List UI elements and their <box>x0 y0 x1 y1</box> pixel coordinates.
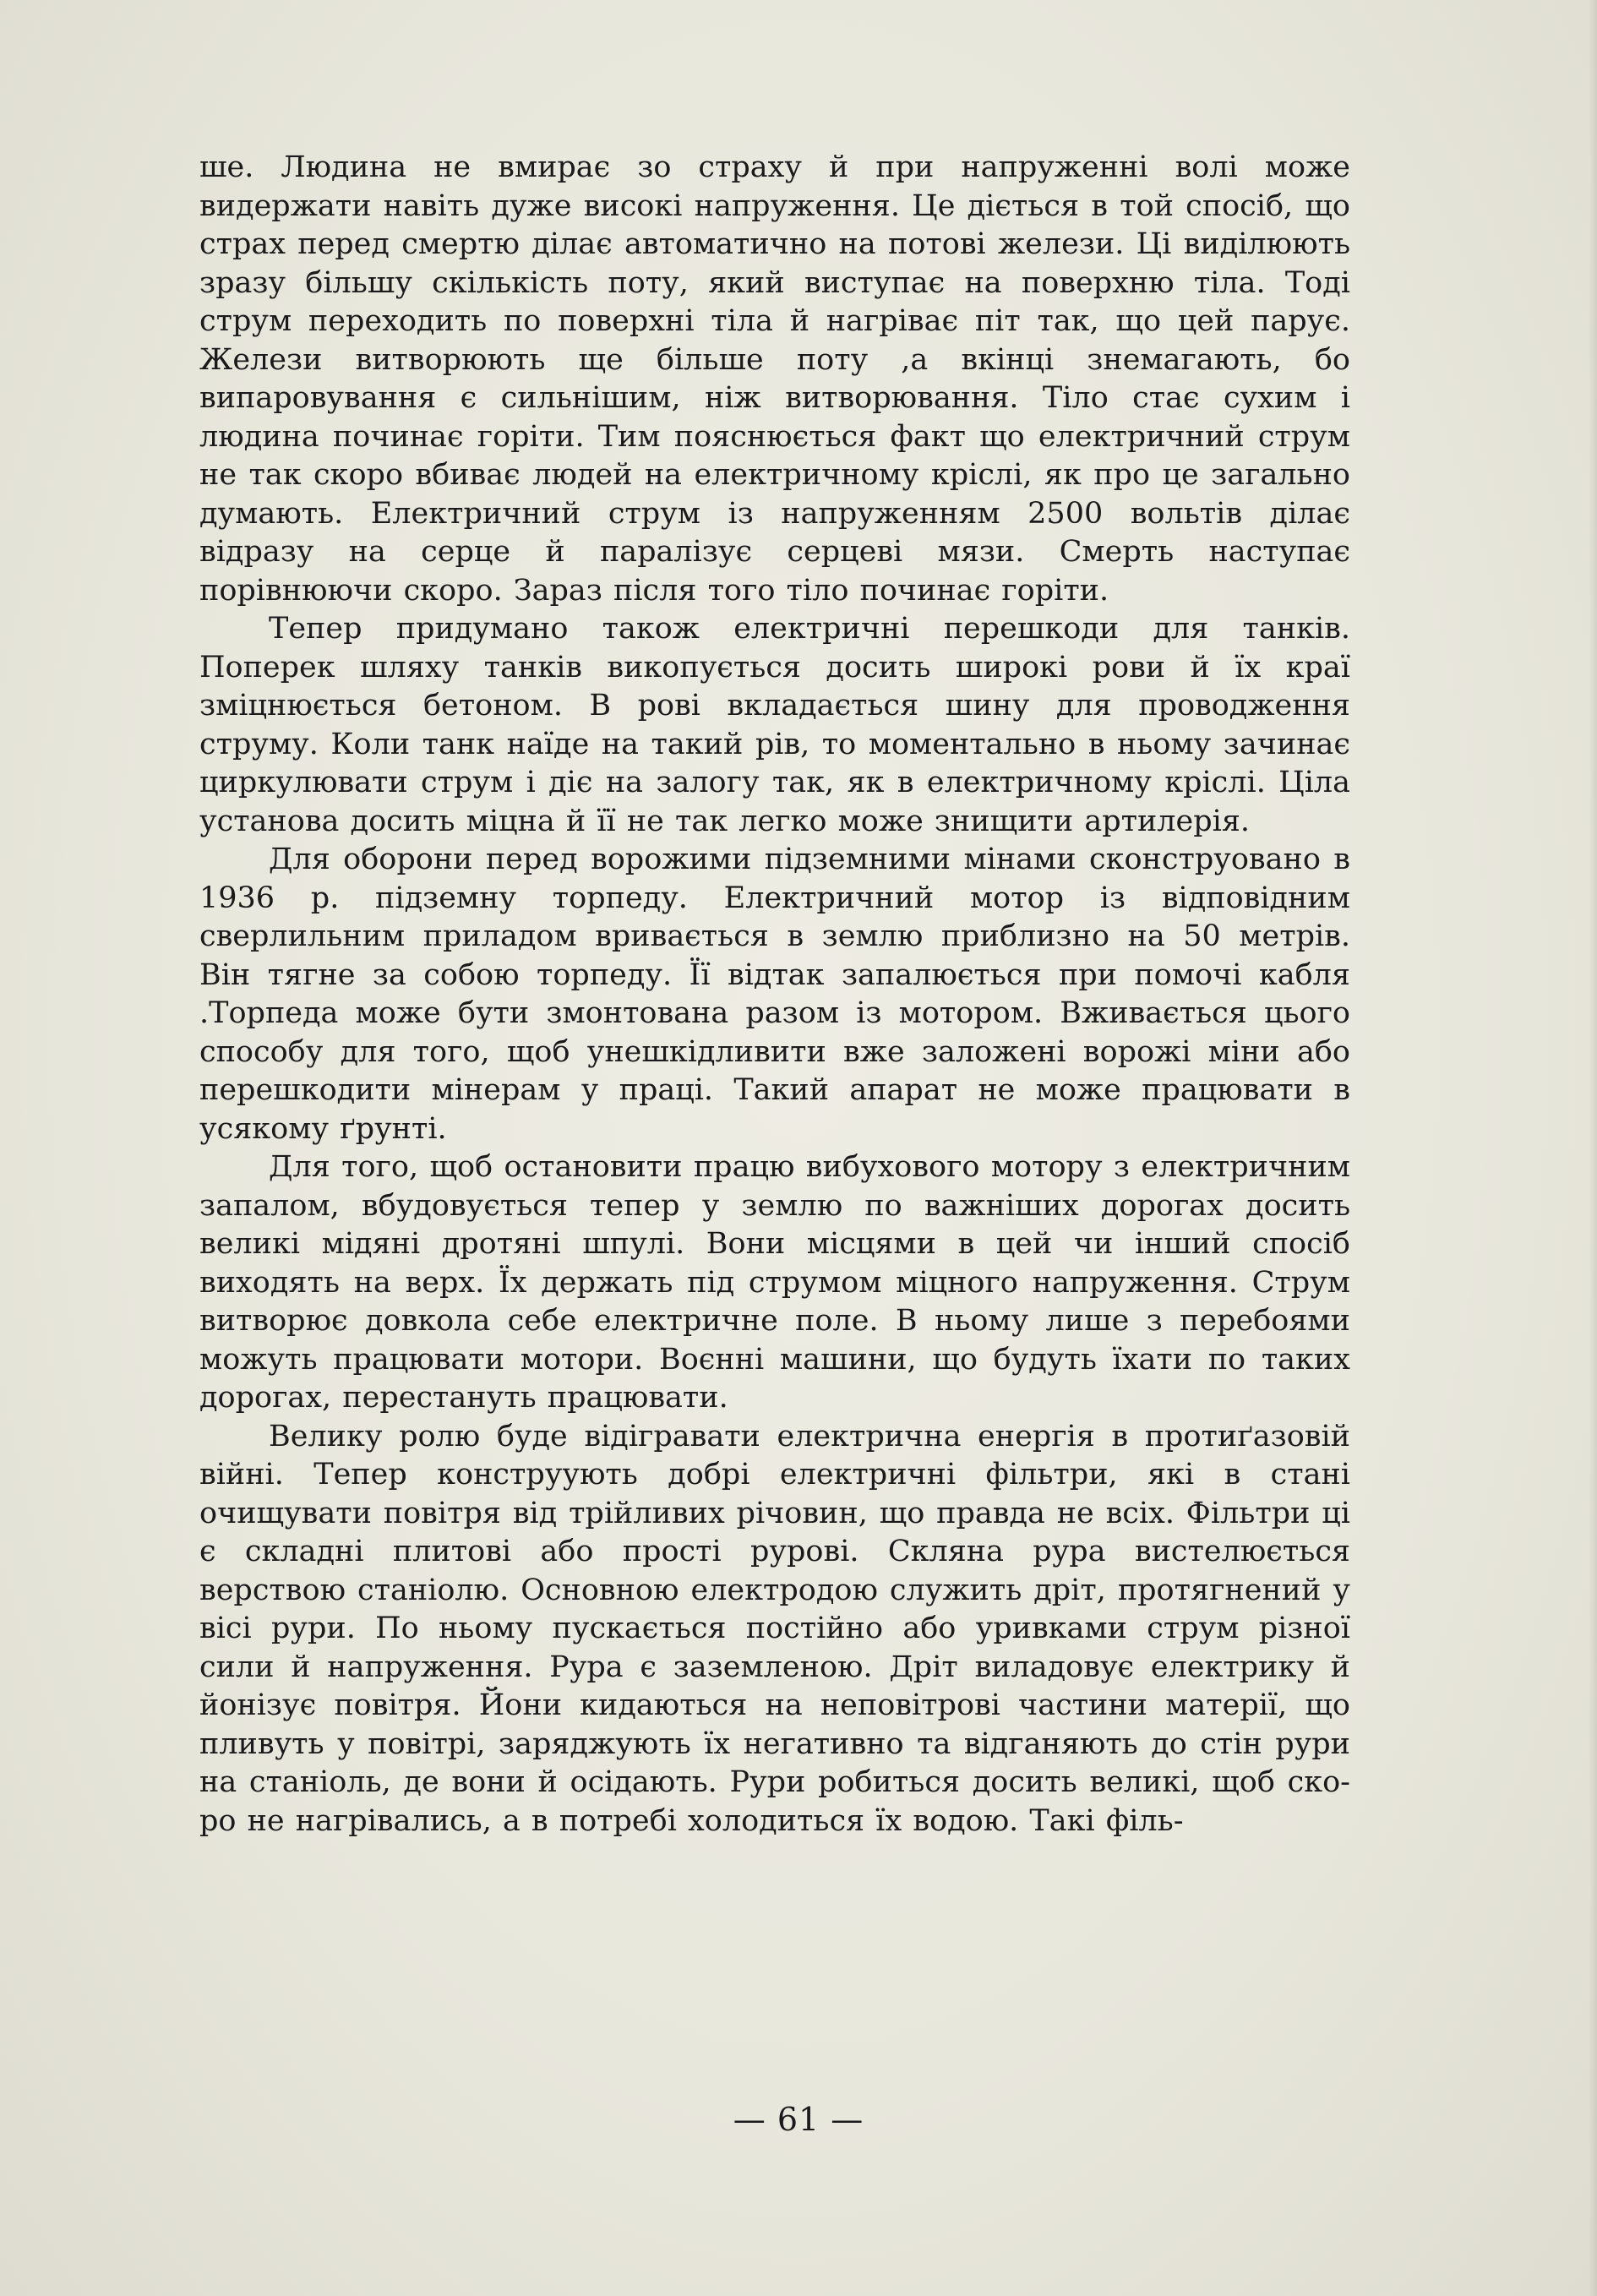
paragraph-4: Для того, щоб остановити працю вибухового мотору з електричним запалом, вбудовується тепер у землю по важніших дорогах досить великі мідяні дротяні шпулі. Вони місцями в цей чи інший спосіб виходять на верх. Їх держать під струмом міцного напруження. Струм витворює довкола себе електричне поле. В ньому лише з перебоями можуть працювати мотори. Воєнні машини, що будуть їхати по таких дорогах, перестануть працювати. <box>199 1150 1350 1415</box>
body-text <box>199 149 1350 1841</box>
paragraph-3: Для оборони перед ворожими підземними мінами сконструовано в 1936 р. підземну торпеду. Електричний мотор із відповідним сверлильним приладом вривається в землю приблизно на 50 метрів. Він тягне за собою торпеду. Її відтак запалюється при помочі кабля .Торпеда може бути змонтована разом із мотором. Вживається цього способу для того, щоб унешкідливити вже заложені ворожі міни або перешкодити мінерам у праці. Такий апарат не може працювати в усякому ґрунті. <box>199 843 1350 1146</box>
page-number: — 61 — <box>733 2101 864 2138</box>
paragraph-5: Велику ролю буде відігравати електрична енергія в протиґазовій війні. Тепер конструують добрі електричні фільтри, які в стані очищувати повітря від трійливих річовин, що правда не всіх. Фільтри ці є складні плитові або прості рурові. Скляна рура вистелюється верствою станіолю. Основною електродою служить дріт, протягнений у вісі рури. По ньому пускається постійно або уривками струм різної сили й напруження. Рура є заземленою. Дріт виладовує електрику й йонізує повітря. Йони кидаються на неповітрові частини матерії, що пливуть у повітрі, заряджують їх негативно та відганяють до стін рури на станiоль, де вони й осідають. Рури робиться досить великі, щоб скоро не нагрівались, а в потребі холодиться їх водою. Такі філь- <box>199 1419 1350 1838</box>
page-edge-shadow <box>1589 0 1597 2296</box>
paragraph-1: ше. Людина не вмирає зо страху й при напруженні волі може видержати навіть дуже високі напруження. Це діється в той спосіб, що страх перед смертю ділає автоматично на потові желези. Ці виділюють зразу більшу скількість поту, який виступає на поверхню тіла. Тоді струм переходить по поверхні тіла й нагріває піт так, що цей парує. Желези витворюють ще більше поту ,а вкінці знемагають, бо випаровування є сильнішим, ніж витворювання. Тіло стає сухим і людина починає горіти. Тим пояснюється факт що електричний струм не так скоро вбиває людей на електричному кріслі, як про це загально думають. Електричний струм із напруженням 2500 вольтів ділає відразу на серце й паралізує серцеві мязи. Смерть наступає порівнюючи скоро. Зараз після того тіло починає горіти. <box>199 150 1350 608</box>
paragraph-2: Тепер придумано також електричні перешкоди для танків. Поперек шляху танків викопується досить широкі рови й їх краї зміцнюється бетоном. В рові вкладається шину для проводження струму. Коли танк наїде на такий рів, то моментально в ньому зачинає циркулювати струм і діє на залогу так, як в електричному кріслі. Ціла установа досить міцна й її не так легко може знищити артилерія. <box>199 612 1350 838</box>
